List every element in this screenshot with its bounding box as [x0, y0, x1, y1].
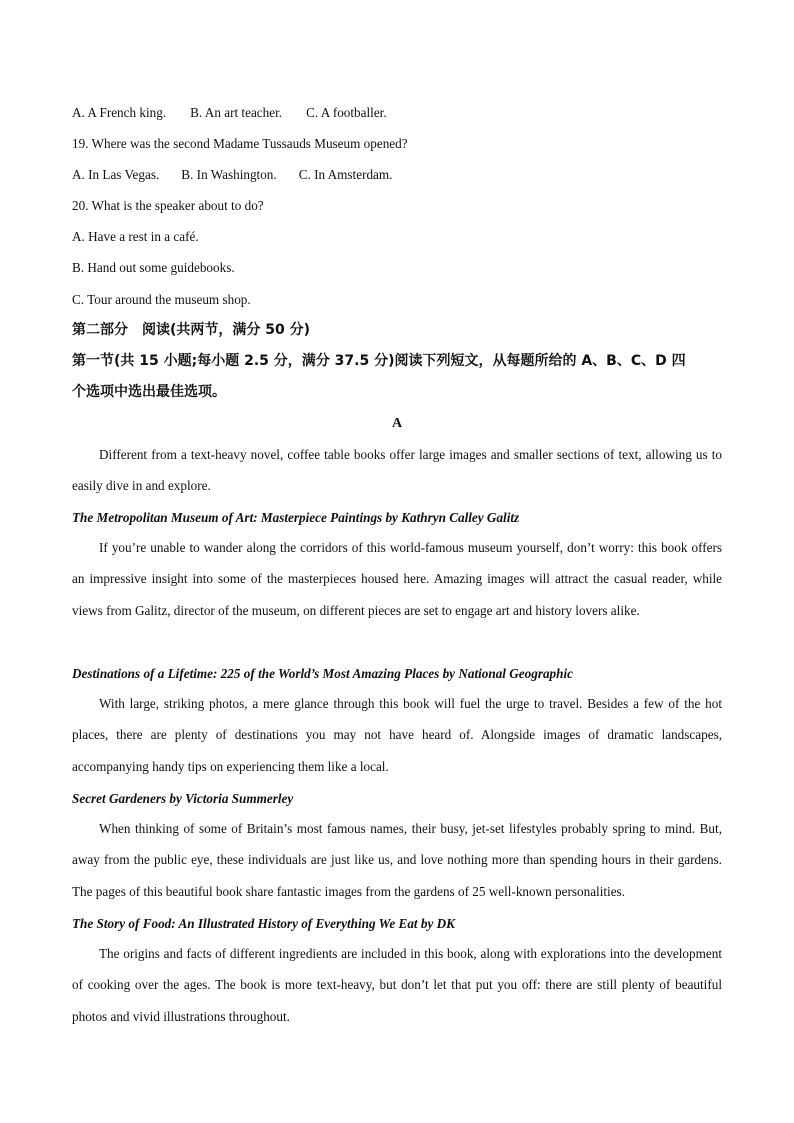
q18-option-b: B. An art teacher. [190, 105, 283, 120]
q18-option-a: A. A French king. [72, 105, 167, 120]
q19-option-a: A. In Las Vegas. [72, 167, 160, 182]
intro-paragraph: Different from a text-heavy novel, coffee table books offer large images and smaller sections of text, allowing us to easily dive in and explore. [72, 447, 722, 494]
passage-label: A [391, 416, 403, 431]
book-description: If you’re unable to wander along the corridors of this world-famous museum yourself, don’t worry: this book offers an impressive insight into some of the masterpieces housed here. Amazing images will attract the casual reader, while views from Galitz, director of the museum, on different pieces are set to engage art and history lovers alike. [72, 540, 722, 618]
book-description: When thinking of some of Britain’s most famous names, their busy, jet-set lifestyles probably spring to mind. But, away from the public eye, these individuals are just like us, and love nothing more than spending hours in their gardens. The pages of this beautiful book share fantastic images from the gardens of 25 well-known personalities. [72, 821, 722, 899]
q20-option-a: A. Have a rest in a café. [72, 229, 199, 244]
q20-option-c: C. Tour around the museum shop. [72, 292, 251, 307]
q20-question: 20. What is the speaker about to do? [72, 198, 264, 213]
q19-question: 19. Where was the second Madame Tussauds Museum opened? [72, 136, 408, 151]
section-instructions-line1: 第一节(共 15 小题;每小题 2.5 分，满分 37.5 分)阅读下列短文，从每题所给的 A、B、C、D 四 [72, 353, 686, 369]
book-description: The origins and facts of different ingredients are included in this book, along with explorations into the development of cooking over the ages. The book is more text-heavy, but don’t let that put you off: there are still plenty of beautiful photos and vivid illustrations throughout. [72, 946, 722, 1024]
q19-option-c: C. In Amsterdam. [298, 167, 393, 182]
q19-options [72, 166, 392, 184]
book-title: Secret Gardeners by Victoria Summerley [72, 791, 294, 806]
book-title: Destinations of a Lifetime: 225 of the World’s Most Amazing Places by National Geographic [72, 666, 574, 681]
part-title: 第二部分 阅读(共两节，满分 50 分) [72, 322, 311, 338]
book-title: The Metropolitan Museum of Art: Masterpiece Paintings by Kathryn Calley Galitz [72, 510, 520, 525]
book-title: The Story of Food: An Illustrated History of Everything We Eat by DK [72, 916, 455, 931]
q18-option-c: C. A footballer. [306, 105, 387, 120]
book-description: With large, striking photos, a mere glance through this book will fuel the urge to travel. Besides a few of the hot places, there are plenty of destinations you may not have heard of. Alongside images of dramatic landscapes, accompanying handy tips on experiencing them like a local. [72, 696, 722, 774]
q18-options [72, 104, 387, 122]
q19-option-b: B. In Washington. [181, 167, 277, 182]
q20-option-b: B. Hand out some guidebooks. [72, 260, 235, 275]
section-instructions-line2: 个选项中选出最佳选项。 [72, 384, 226, 400]
